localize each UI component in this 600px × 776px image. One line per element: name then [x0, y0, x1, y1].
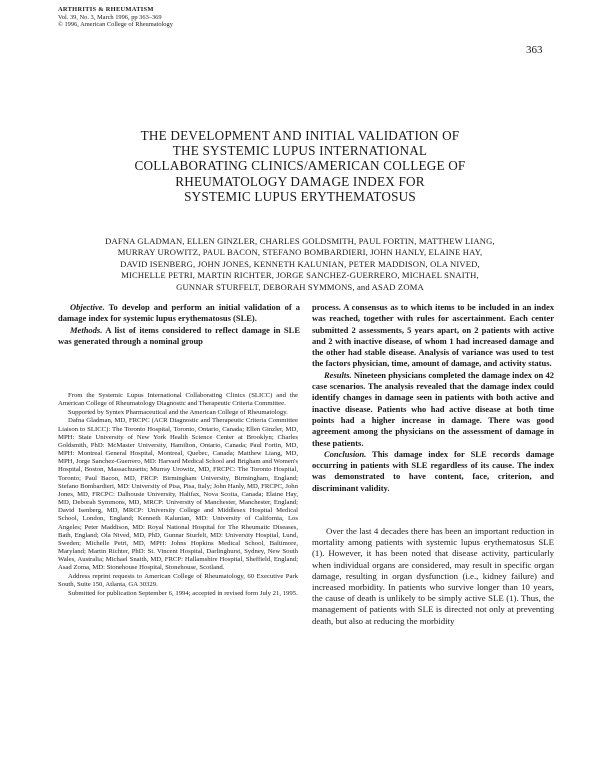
footnote: Submitted for publication September 6, 1994; accepted in revised form July 21, 1995.	[68, 589, 298, 597]
objective-text: To develop and perform an initial validation of a damage index for systemic lupus erythematosus (SLE).	[58, 302, 300, 324]
conclusion-label: Conclusion.	[324, 448, 367, 459]
abstract-objective	[58, 302, 300, 325]
abstract-right	[312, 302, 554, 494]
results-label: Results.	[324, 369, 352, 380]
footnotes	[58, 392, 298, 598]
abstract-methods-continued: process. A consensus as to which items to be included in an index was reached, together with rules for ascertainment. Each center submitted 2 assessments, 5 years apart, on 2 patients with active and 2 with inactive disease, of whom 1 had increased damage and the other had stable disease. Analysis of variance was used to test the factors physician, time, amount of damage, and activity status.	[312, 302, 554, 369]
author-line: MICHELLE PETRI, MARTIN RICHTER, JORGE SANCHEZ-GUERRERO, MICHAEL SNAITH,	[121, 270, 479, 281]
objective-label: Objective.	[70, 302, 105, 312]
methods-label: Methods.	[70, 324, 103, 335]
abstract-methods	[58, 325, 300, 348]
results-text: Nineteen physicians completed the damage index on 42 case scenarios. The analysis revealed that the damage index could identify changes in damage seen in patients with both active and inactive disease. Patients who had active disease at both time points had a higher increase in damage. There was good agreement among the physicians on the assessment of damage in these patients.	[312, 369, 554, 448]
right-column	[312, 302, 554, 627]
running-header	[58, 6, 173, 29]
author-line: MURRAY UROWITZ, PAUL BACON, STEFANO BOMBARDIERI, JOHN HANLY, ELAINE HAY,	[117, 247, 483, 258]
author-line: DAVID ISENBERG, JOHN JONES, KENNETH KALUNIAN, PETER MADDISON, OLA NIVED,	[120, 258, 480, 269]
journal-name: ARTHRITIS & RHEUMATISM	[58, 6, 154, 13]
author-line: DAFNA GLADMAN, ELLEN GINZLER, CHARLES GOLDSMITH, PAUL FORTIN, MATTHEW LIANG,	[105, 236, 495, 246]
author-line: GUNNAR STURFELT, DEBORAH SYMMONS, and ASAD ZOMA	[176, 281, 424, 292]
abstract-results	[312, 370, 554, 449]
title-line: THE SYSTEMIC LUPUS INTERNATIONAL	[172, 143, 428, 159]
footnote: Dafna Gladman, MD, FRCPC (ACR Diagnostic and Therapeutic Criteria Committee Liaison to SLICC): The Toronto Hospital, Toronto, Ontario, Canada; Ellen Ginzler, MD, MPH: State University of New York Health Science Center at Brooklyn; Charles Goldsmith, PhD: McMaster University, Hamilton, Ontario, Canada; Paul Fortin, MD, MPH: Montreal General Hospital, Montreal, Quebec, Canada; Matthew Liang, MD, MPH, Jorge Sanchez-Guerrero, MD: Harvard Medical School and Brigham and Women's Hospital, Boston, Massachusetts; Murray Urowitz, MD, FRCPC: The Toronto Hospital, Toronto; Paul Bacon, MD, FRCP: Birmingham University, Birmingham, England; Stefano Bombardieri, MD: University of Pisa, Pisa, Italy; John Hanly, MD, FRCPC, John Jones, MD, FRCPC: Dalhousie University, Halifax, Nova Scotia, Canada; Elaine Hay, MD, Deborah Symmons, MD, MRCP: University of Manchester, Manchester, England; David Isenberg, MD, MRCP: University College and Middlesex Hospital Medical School, London, England; Kenneth Kalunian, MD: University of California, Los Angeles; Peter Maddison, MD: Royal National Hospital for The Rheumatic Diseases, Bath, England; Ola Nived, MD, PhD, Gunnar Sturfelt, MD: University Hospital, Lund, Sweden; Michelle Petri, MD, MPH: Johns Hopkins Medical School, Baltimore, Maryland; Martin Richter, PhD: St. Vincent Hospital, Darlinghurst, Sydney, New South Wales, Australia; Michael Snaith, MD, FRCP: Hallamshire Hospital, Sheffield, England; Asad Zoma, MD: Stonehouse Hospital, Stonehouse, Scotland.	[58, 417, 298, 572]
abstract-conclusion	[312, 449, 554, 494]
intro-paragraph: Over the last 4 decades there has been an important reduction in mortality among patients with systemic lupus erythematosus SLE (1). However, it has been noted that disease activity, particularly when individual organs are considered, may result in specific organ damage, resulting in organ dysfunction (i.e., kidney failure) and increased morbidity. In patients who survive longer than 10 years, the cause of death is unlikely to be simply active SLE (1). Thus, the management of patients with SLE is directed not only at preventing death, but also at reducing the morbidity	[312, 526, 554, 626]
conclusion-text: This damage index for SLE records damage occurring in patients with SLE regardless of its cause. The index was demonstrated to have content, face, criterion, and discriminant validity.	[312, 448, 554, 493]
page-number: 363	[526, 44, 543, 56]
methods-text: A list of items considered to reflect damage in SLE was generated through a nominal group	[58, 324, 300, 346]
title-line: SYSTEMIC LUPUS ERYTHEMATOSUS	[184, 188, 416, 204]
left-column	[58, 302, 300, 347]
abstract-left	[58, 302, 300, 347]
article-title	[90, 128, 510, 204]
volume-line: Vol. 39, No. 3, March 1996, pp 363–369	[58, 13, 162, 21]
footnote: Supported by Syntex Pharmaceutical and the American College of Rheumatology.	[68, 408, 288, 416]
title-line: RHEUMATOLOGY DAMAGE INDEX FOR	[175, 173, 425, 189]
copyright-line: © 1996, American College of Rheumatology	[58, 21, 173, 29]
section-gap	[312, 494, 554, 526]
title-line: COLLABORATING CLINICS/AMERICAN COLLEGE OF	[134, 158, 466, 174]
title-line: THE DEVELOPMENT AND INITIAL VALIDATION OF	[140, 128, 460, 143]
footnote: From the Systemic Lupus International Collaborating Clinics (SLICC) and the American College of Rheumatology Diagnostic and Therapeutic Criteria Committee.	[58, 392, 298, 408]
footnote: Address reprint requests to American College of Rheumatology, 60 Executive Park South, Suite 150, Atlanta, GA 30329.	[58, 572, 298, 589]
author-list	[62, 236, 538, 293]
